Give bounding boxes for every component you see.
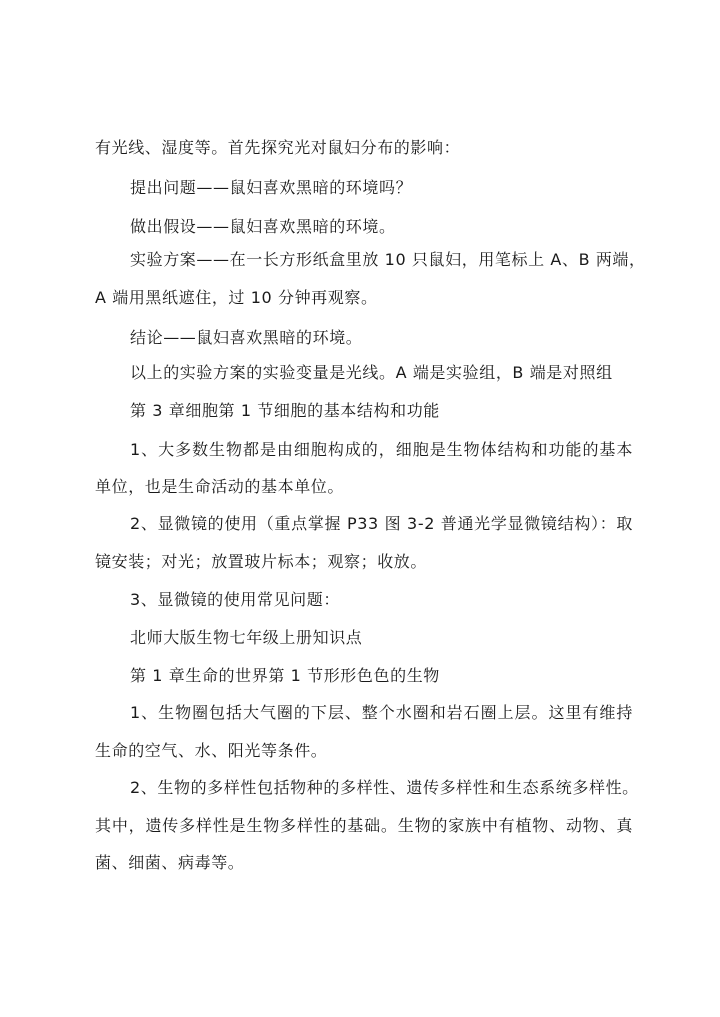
text-line: 3、显微镜的使用常见问题： [130,590,340,609]
section-heading: 第 1 章生命的世界第 1 节形形色色的生物 [130,666,440,685]
section-heading: 第 3 章细胞第 1 节细胞的基本结构和功能 [130,401,440,420]
text-line: 2、显微镜的使用（重点掌握 P33 图 3-2 普通光学显微镜结构）：取 [130,514,633,533]
text-line: 结论——鼠妇喜欢黑暗的环境。 [130,328,363,347]
text-line: 以上的实验方案的实验变量是光线。A 端是实验组，B 端是对照组 [130,363,613,382]
text-line: 菌、细菌、病毒等。 [95,853,245,872]
text-line: 2、生物的多样性包括物种的多样性、遗传多样性和生态系统多样性。 [130,778,639,797]
text-line: 镜安装；对光；放置玻片标本；观察；收放。 [95,552,428,571]
text-line: 其中，遗传多样性是生物多样性的基础。生物的家族中有植物、动物、真 [95,816,633,835]
text-line: 1、生物圈包括大气圈的下层、整个水圈和岩石圈上层。这里有维持 [130,703,633,722]
text-line: 单位，也是生命活动的基本单位。 [95,477,345,496]
section-heading: 北师大版生物七年级上册知识点 [130,628,363,647]
text-line: 有光线、湿度等。首先探究光对鼠妇分布的影响： [95,138,461,157]
text-line: A 端用黑纸遮住，过 10 分钟再观察。 [95,288,378,307]
text-line: 生命的空气、水、阳光等条件。 [95,741,328,760]
text-line: 实验方案——在一长方形纸盒里放 10 只鼠妇，用笔标上 A、B 两端， [130,250,646,269]
text-line: 做出假设——鼠妇喜欢黑暗的环境。 [130,217,396,236]
text-line: 提出问题——鼠妇喜欢黑暗的环境吗？ [130,178,413,197]
text-line: 1、大多数生物都是由细胞构成的，细胞是生物体结构和功能的基本 [130,440,633,459]
